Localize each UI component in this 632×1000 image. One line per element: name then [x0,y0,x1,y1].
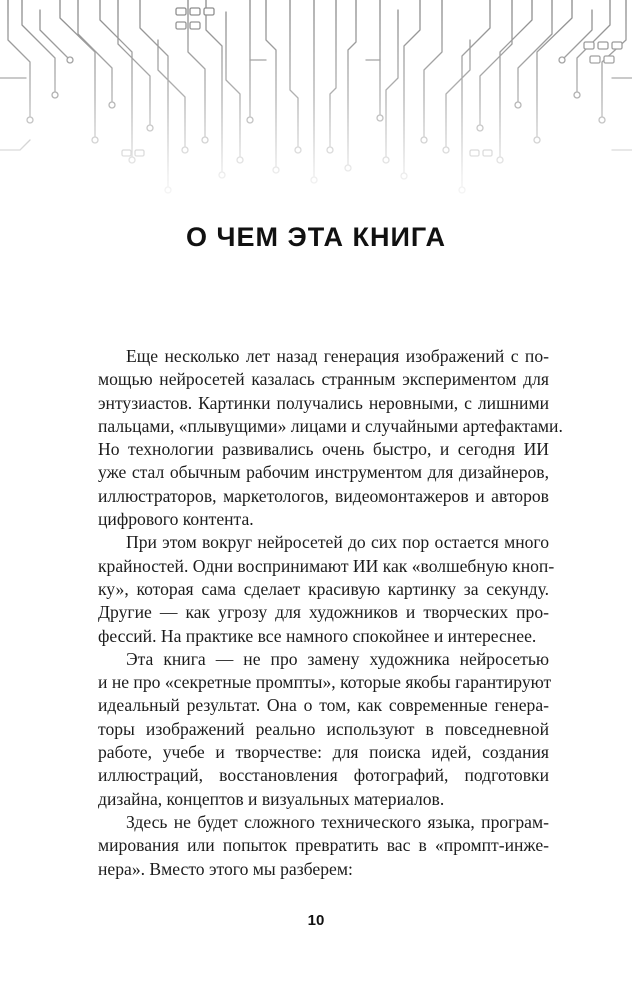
text-line: дизайна, концептов и визуальных материалов. [98,788,445,809]
text-line: Здесь не будет сложного технического языка, програм- [126,811,549,832]
chapter-title: О ЧЕМ ЭТА КНИГА [186,222,446,252]
text-line: торы изображений реально используют в повседневной [98,718,549,739]
text-line: ку», которая сама сделает красивую картинку за секунду. [98,578,549,599]
text-line: Но технологии развивались очень быстро, и сегодня ИИ [98,439,549,460]
page-number: 10 [307,912,325,929]
text-line: пальцами, «плывущими» лицами и случайными артефактами. [98,415,563,436]
text-line: Другие — как угрозу для художников и творческих про- [98,602,549,623]
text-line: крайностей. Одни воспринимают ИИ как «волшебную кноп- [98,555,555,576]
text-line: и не про «секретные промпты», которые якобы гарантируют [98,672,552,693]
text-line: иллюстраций, восстановления фотографий, подготовки [98,765,549,786]
text-line: Эта книга — не про замену художника нейросетью [126,648,549,669]
chapter-body-text [98,345,563,881]
header-fade-overlay [0,0,632,220]
text-line: фессий. На практике все намного спокойнее и интереснее. [98,625,537,646]
paragraph [98,345,563,531]
text-line: Еще несколько лет назад генерация изображений с по- [126,346,549,366]
text-line: мощью нейросетей казалась странным экспериментом для [98,369,549,390]
paragraph [98,648,552,811]
text-line: иллюстраторов, маркетологов, видеомонтажеров и авторов [98,485,549,506]
text-line: уже стал обычным рабочим инструментом для дизайнеров, [98,462,549,483]
paragraph [98,811,549,881]
text-line: работе, учебе и творчестве: для поиска идей, создания [98,742,549,763]
text-line: нера». Вместо этого мы разберем: [98,858,353,879]
text-line: энтузиастов. Картинки получались неровными, с лишними [98,392,549,413]
text-line: цифрового контента. [98,509,254,530]
text-line: При этом вокруг нейросетей до сих пор остается много [126,532,549,553]
paragraph [98,531,555,647]
text-line: идеальный результат. Она о том, как современные генера- [98,695,549,716]
text-line: мирования или попыток превратить вас в «промпт-инже- [98,835,549,856]
